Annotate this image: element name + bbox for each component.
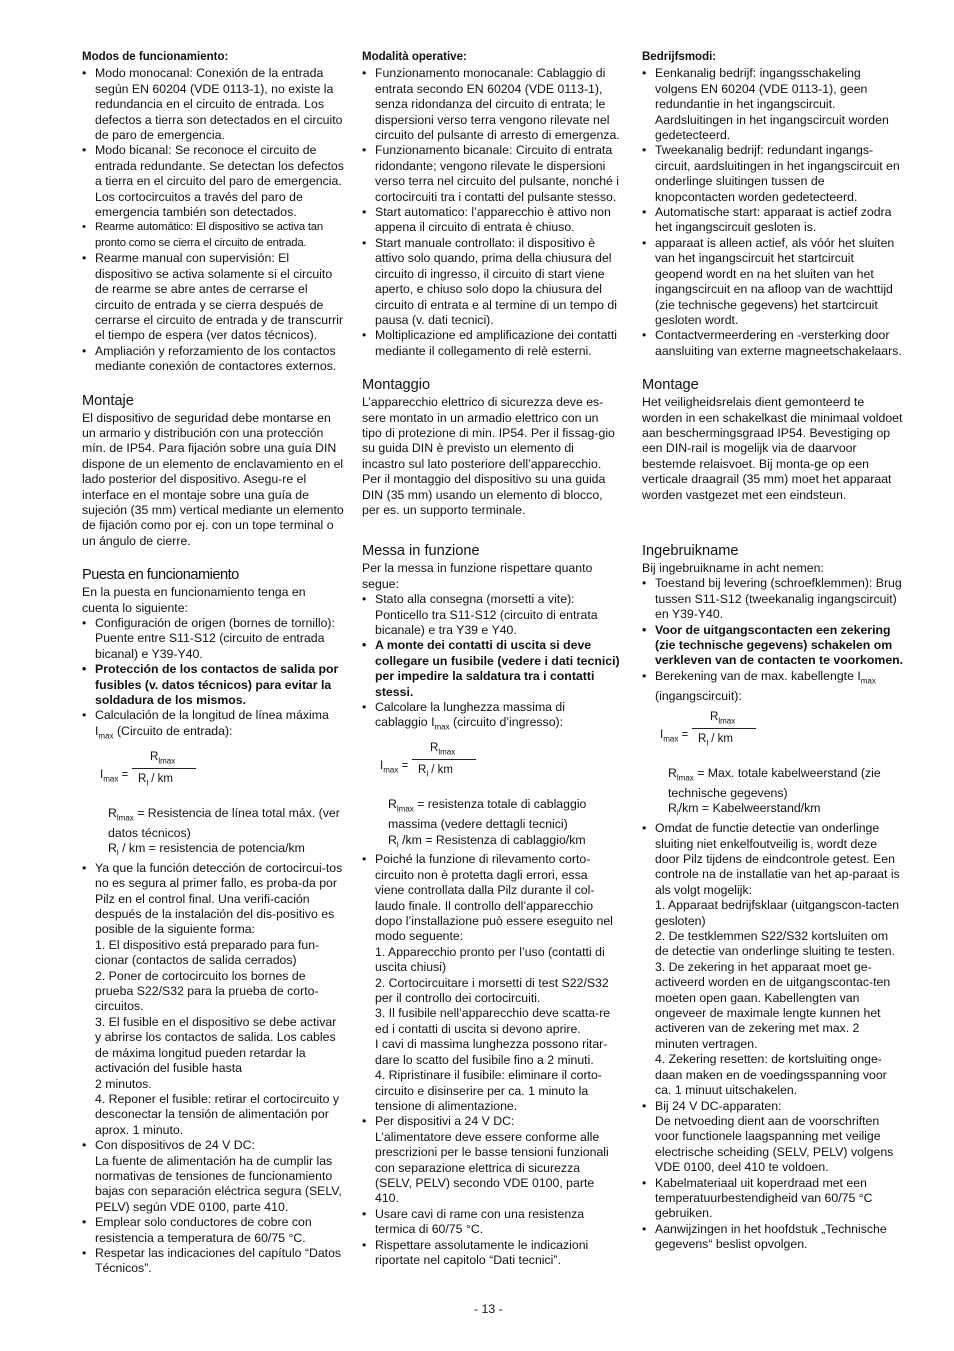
- list-item: • Calculación de la longitud de línea máxima $I_{max}$ (Circuito de entrada):: [82, 708, 344, 743]
- start-intro: Bij ingebruikname in acht nemen:: [642, 560, 824, 575]
- start-intro: En la puesta en funcionamiento tenga en cuenta lo siguiente:: [82, 585, 306, 615]
- page-number: - 13 -: [474, 1302, 503, 1316]
- list-item: • Usare cavi di rame con una resistenza termica di 60/75 °C.: [362, 1207, 620, 1238]
- column-it: [362, 50, 620, 1268]
- legend-rlmax: $R_{lmax}$ = Max. totale kabelweerstand (zie technische gegevens): [668, 766, 881, 800]
- list-item: • Emplear solo conductores de cobre con resistencia a temperatura de 60/75 °C.: [82, 1215, 344, 1246]
- list-item: • Voor de uitgangscontacten een zekering (zie technische gegevens) schakelen om verkleven van de contacten te voorkomen.: [642, 623, 904, 669]
- start-list: [362, 592, 620, 735]
- mount-text: L’apparecchio elettrico di sicurezza deve es-sere montato in un armadio elettrico con un tipo di protezione di min. IP54. Per il fissag-gio su guida DIN è previsto un elemento di incastro sul lato posteriore dell’apparecchio. Per il montaggio del dispositivo su una guida DIN (35 mm) usando un elemento di blocco, per es. un supporto terminale.: [362, 395, 615, 517]
- list-item: • Bij 24 V DC-apparaten: De netvoeding dient aan de voorschriften voor functionele laagspanning met veilige electrische scheiding (SELV, PELV) volgens VDE 0100, deel 410 te voldoen.: [642, 1099, 904, 1176]
- mount-text: El dispositivo de seguridad debe montarse en un armario y distribución con una protección mín. de IP54. Para fijación sobre una guía DIN dispone de un elemento de enclavamiento en el lado posterior del dispositivo. Asegu-re el interface en el montaje sobre una guía de sujeción (35 mm) vertical mediante un elemento de fijación como por ej. con un tope terminal o un ángulo de cierre.: [82, 410, 344, 548]
- modes-list: [362, 66, 620, 359]
- start-intro: Per la messa in funzione rispettare quanto segue:: [362, 561, 593, 591]
- list-item: • Rispettare assolutamente le indicazioni riportate nel capitolo “Dati tecnici”.: [362, 1238, 620, 1269]
- list-item: • Moltiplicazione ed amplificazione dei contatti mediante il collegamento di relè esterni.: [362, 328, 620, 359]
- tail-list: [362, 852, 620, 1268]
- list-item: • apparaat is alleen actief, als vóór het sluiten van het ingangscircuit het startcircuit geopend wordt en na het sluiten van het ingangscircuit en na afloop van de wachttijd (zie technische gegevens) het startcircuit gesloten wordt.: [642, 236, 904, 328]
- list-item: • Calcolare la lunghezza massima di cablaggio $I_{max}$ (circuito d’ingresso):: [362, 700, 620, 735]
- list-item: • Con dispositivos de 24 V DC: La fuente de alimentación ha de cumplir las normativas de tensiones de funcionamiento bajas con separación eléctrica segura (SELV, PELV) según VDE 0100, parte 410.: [82, 1138, 344, 1215]
- list-item: • Aanwijzingen in het hoofdstuk „Technische gegevens“ beslist opvolgen.: [642, 1222, 904, 1253]
- column-nl: [642, 50, 904, 1253]
- legend-rlmax: $R_{lmax}$ = Resistencia de línea total máx. (ver datos técnicos): [108, 805, 340, 840]
- list-item: • Protección de los contactos de salida por fusibles (v. datos técnicos) para evitar la soldadura de los mismos.: [82, 662, 344, 708]
- start-list: [82, 616, 344, 744]
- list-item: • Kabelmateriaal uit koperdraad met een temperatuurbestendigheid van 60/75 °C gebruiken.: [642, 1176, 904, 1222]
- formula: $I_{max}$ = $R_{lmax}$ $R_l$ / km: [368, 739, 620, 795]
- list-item: • Ampliación y reforzamiento de los contactos mediante conexión de contactores externos.: [82, 344, 344, 375]
- list-item: • Tweekanalig bedrijf: redundant ingangs-circuit, aardsluitingen in het ingangscircuit en onderlinge sluitingen tussen de knopcontacten worden gedetecteerd.: [642, 143, 904, 205]
- section-title-start: Puesta en funcionamiento: [82, 567, 239, 584]
- list-item: • Poiché la funzione di rilevamento corto-circuito non è protetta dagli errori, essa viene controllata dalla Pilz durante il col-laudo finale. Il controllo dell’apparecchio dopo l’installazione può essere eseguito nel modo seguente: 1. Apparecchio pronto per l’uso (contatti di uscita chiusi) 2. Cortocircuitare i morsetti di test S22/S32 per il controllo dei cortocircuiti. 3. Il fusibile nell’apparecchio deve scatta-re ed i contatti di uscita si devono aprire. I cavi di massima lunghezza possono ritar-dare lo scatto del fusibile fino a 2 minuti. 4. Ripristinare il fusibile: eliminare il corto-circuito e disinserire per ca. 1 minuto la tensione di alimentazione.: [362, 852, 620, 1114]
- tail-list: [82, 861, 344, 1277]
- mount-text: Het veiligheidsrelais dient gemonteerd te worden in een schakelkast die minimaal voldoet aan beschermingsgraad IP54. Bevestiging op een DIN-rail is mogelijk via de daarvoor bestemde relaisvoet. Bij monta-ge op een verticale draagrail (35 mm) moet het apparaat worden vastgezet met een eindsteun.: [642, 395, 903, 502]
- list-item: • Rearme automático: El dispositivo se activa tan pronto como se cierra el circuito de entrada.: [82, 220, 344, 251]
- list-item: • Omdat de functie detectie van onderlinge sluiting niet enkelfoutveilig is, wordt deze door Pilz tijdens de eindcontrole getest. Een controle na de installatie van het ap-paraat is als volgt mogelijk: 1. Apparaat bedrijfsklaar (uitgangscon-tacten gesloten) 2. De testklemmen S22/S32 kortsluiten om de detectie van onderlinge sluiting te testen. 3. De zekering in het apparaat moet ge-activeerd worden en de uitgangscontac-ten moeten open gaan. Kabellengten van ongeveer de maximale lengte kunnen het activeren van de zekering met max. 2 minuten vertragen. 4. Zekering resetten: de kortsluiting onge-daan maken en de voedingsspanning voor ca. 1 minuut uitschakelen.: [642, 821, 904, 1098]
- list-item: • Contactvermeerdering en -versterking door aansluiting van externe magneetschakelaars.: [642, 328, 904, 359]
- list-item: • Respetar las indicaciones del capítulo “Datos Técnicos”.: [82, 1246, 344, 1277]
- list-item: • Funzionamento monocanale: Cablaggio di entrata secondo EN 60204 (VDE 0113-1), senza ridondanza del circuito di entrata; le dispersioni verso terra vengono rilevate nel circuito del pulsante di arresto di emergenza.: [362, 66, 620, 143]
- start-list: [642, 576, 904, 704]
- section-title-start: Messa in funzione: [362, 543, 480, 560]
- list-item: • A monte dei contatti di uscita si deve collegare un fusibile (vedere i dati tecnici) per impedire la saldatura tra i contatti stessi.: [362, 638, 620, 700]
- modes-title: Bedrijfsmodi:: [642, 51, 717, 63]
- modes-title: Modos de funcionamiento:: [82, 51, 229, 63]
- modes-list: [82, 66, 344, 374]
- legend-rl: $R_l$ / km = resistencia de potencia/km: [108, 840, 305, 858]
- list-item: • Configuración de origen (bornes de tornillo): Puente entre S11-S12 (circuito de entrada bicanal) e Y39-Y40.: [82, 616, 344, 662]
- modes-list: [642, 66, 904, 359]
- formula: $I_{max}$ = $R_{lmax}$ $R_l$ / km: [88, 748, 344, 804]
- legend-rlmax: $R_{lmax}$ = resistenza totale di cablaggio massima (vedere dettagli tecnici): [388, 797, 587, 832]
- list-item: • Funzionamento bicanale: Circuito di entrata ridondante; vengono rilevate le dispersioni verso terra nel circuito del pulsante, nonché i cortocircuiti tra i contatti del pulsante stesso.: [362, 143, 620, 205]
- tail-list: [642, 821, 904, 1252]
- section-title-mount: Montaje: [82, 392, 134, 409]
- list-item: • Ya que la función detección de cortocircui-tos no es segura al primer fallo, es proba-da por Pilz en el control final. Una verifi-cación después de la instalación del dis-positivo es posible de la siguiente forma: 1. El dispositivo está preparado para fun-cionar (contactos de salida cerrados) 2. Poner de cortocircuito los bornes de prueba S22/S32 para la prueba de corto-circuitos. 3. El fusible en el dispositivo se debe activar y abrirse los contactos de salida. Los cables de máxima longitud pueden retardar la activación del fusible hasta 2 minutos. 4. Reponer el fusible: retirar el cortocircuito y desconectar la tensión de alimentación por aprox. 1 minuto.: [82, 861, 344, 1138]
- legend-rl: $R_l$ /km = Resistenza di cablaggio/km: [388, 832, 586, 850]
- section-title-mount: Montaggio: [362, 377, 431, 394]
- list-item: • Start automatico: l’apparecchio è attivo non appena il circuito di entrata è chiuso.: [362, 205, 620, 236]
- list-item: • Modo bicanal: Se reconoce el circuito de entrada redundante. Se detectan los defectos a tierra en el circuito del paro de emergencia. Los cortocircuitos a través del paro de emergencia también son detectados.: [82, 143, 344, 220]
- formula: $I_{max}$ = $R_{lmax}$ $R_l$ / km: [648, 708, 904, 764]
- list-item: • Berekening van de max. kabellengte $I_{max}$ (ingangscircuit):: [642, 669, 904, 704]
- list-item: • Per dispositivi a 24 V DC: L’alimentatore deve essere conforme alle prescrizioni per le basse tensioni funzionali con separazione elettrica di sicurezza (SELV, PELV) secondo VDE 0100, parte 410.: [362, 1114, 620, 1206]
- list-item: • Eenkanalig bedrijf: ingangsschakeling volgens EN 60204 (VDE 0113-1), geen redundantie in het ingangscircuit. Aardsluitingen in het ingangscircuit worden gedetecteerd.: [642, 66, 904, 143]
- list-item: • Toestand bij levering (schroefklemmen): Brug tussen S11-S12 (tweekanalig ingangscircuit) en Y39-Y40.: [642, 576, 904, 622]
- column-es: [82, 50, 344, 1277]
- list-item: • Modo monocanal: Conexión de la entrada según EN 60204 (VDE 0113-1), no existe la redundancia en el circuito de entrada. Los defectos a tierra son detectados en el circuito de paro de emergencia.: [82, 66, 344, 143]
- list-item: • Stato alla consegna (morsetti a vite): Ponticello tra S11-S12 (circuito di entrata bicanale) e tra Y39 e Y40.: [362, 592, 620, 638]
- modes-title: Modalità operative:: [362, 51, 467, 63]
- list-item: • Automatische start: apparaat is actief zodra het ingangscircuit gesloten is.: [642, 205, 904, 236]
- legend-rl: $R_l/km$ = Kabelweerstand/km: [668, 801, 821, 818]
- section-title-start: Ingebruikname: [642, 542, 739, 559]
- list-item: • Rearme manual con supervisión: El dispositivo se activa solamente si el circuito de rearme se abre antes de cerrarse el circuito de entrada y se cierra después de cerrarse el circuito de entrada y de transcurrir el tiempo de espera (ver datos técnicos).: [82, 251, 344, 343]
- list-item: • Start manuale controllato: il dispositivo è attivo solo quando, prima della chiusura del circuito di ingresso, il circuito di start viene aperto, e chiuso solo dopo la chiusura del circuito di entrata e al termine di un tempo di pausa (v. dati tecnici).: [362, 236, 620, 328]
- section-title-mount: Montage: [642, 377, 699, 394]
